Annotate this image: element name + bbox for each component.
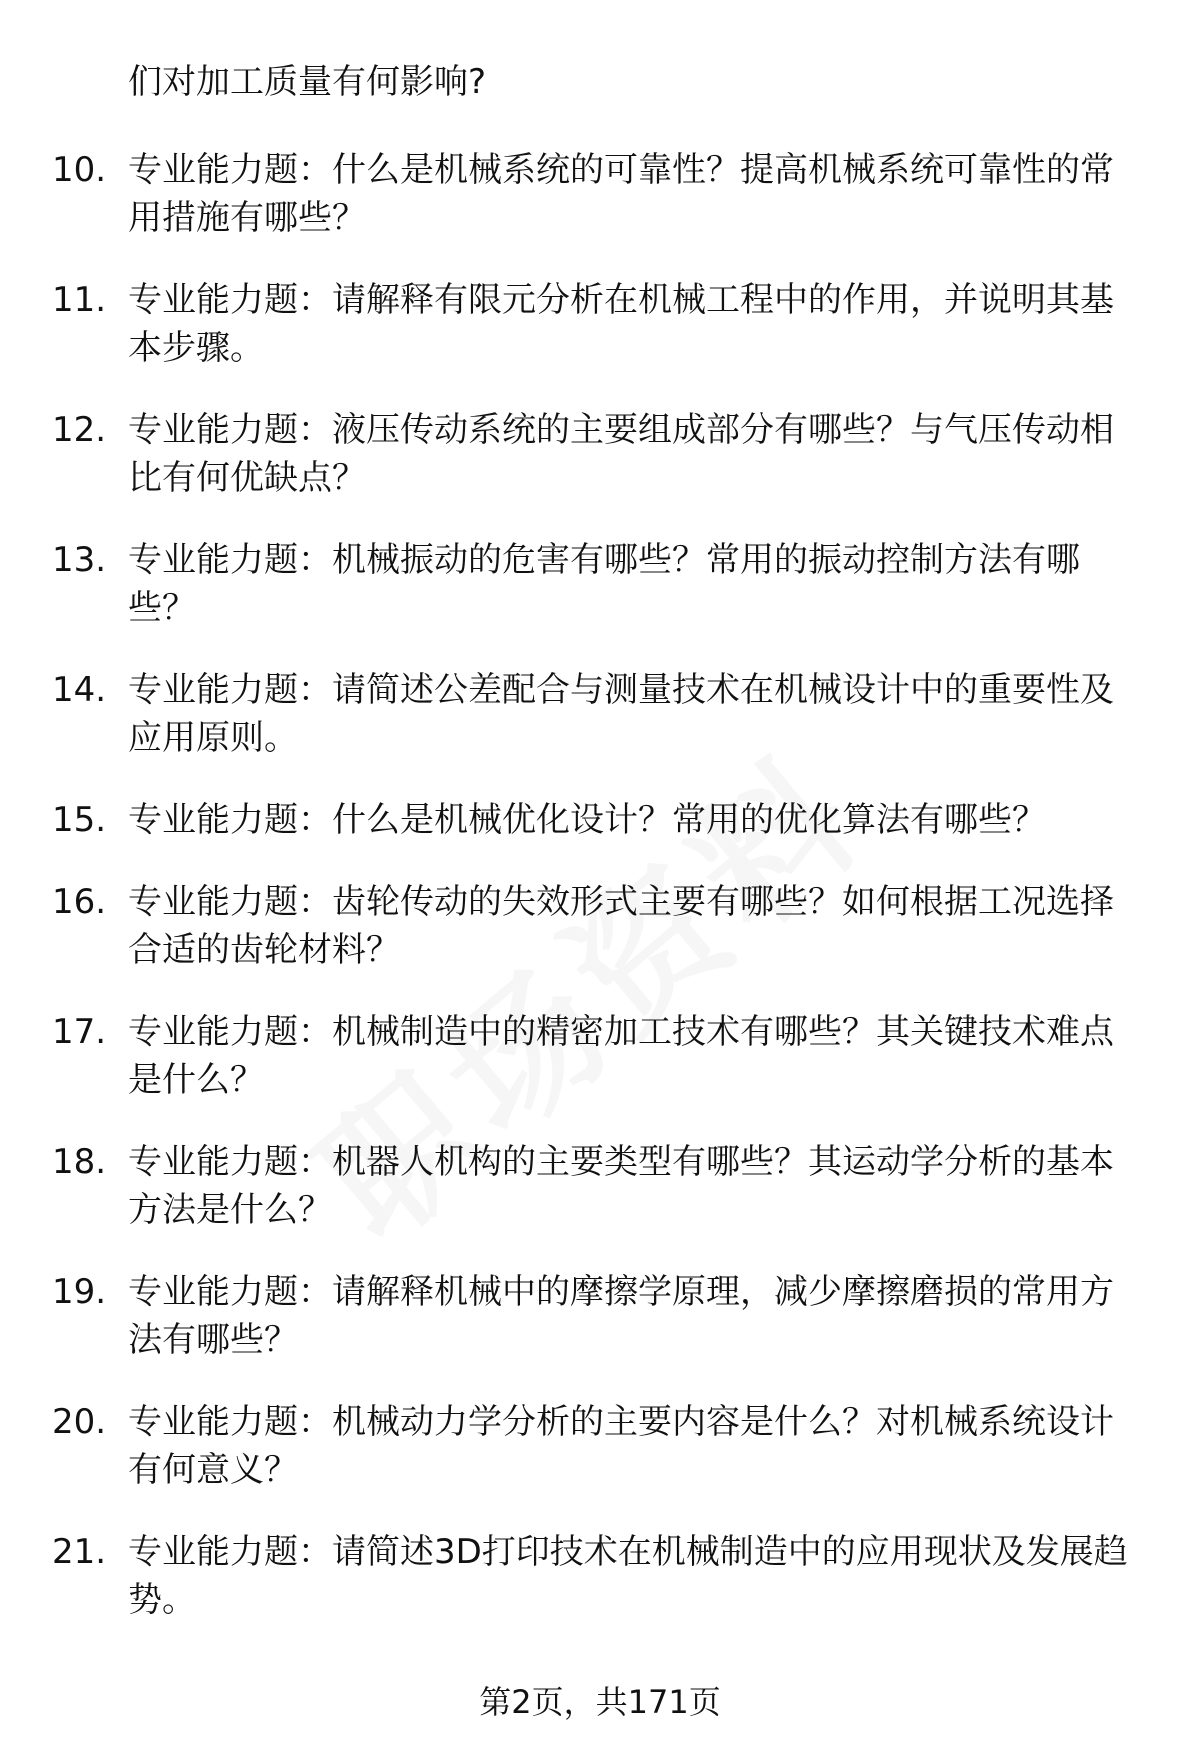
item-number: 10. xyxy=(52,150,107,190)
item-number: 18. xyxy=(52,1142,107,1182)
item-number: 16. xyxy=(52,882,107,922)
question-text: 专业能力题：什么是机械优化设计？常用的优化算法有哪些？ xyxy=(128,800,1046,840)
list-item xyxy=(0,276,1138,372)
list-item xyxy=(0,406,1138,502)
question-text: 专业能力题：请解释有限元分析在机械工程中的作用，并说明其基本步骤。 xyxy=(128,280,1114,368)
page-footer: 第2页，共171页 xyxy=(479,1683,721,1721)
continued-text: 们对加工质量有何影响? xyxy=(128,62,487,102)
question-list xyxy=(0,146,1200,1658)
item-number: 11. xyxy=(52,280,107,320)
list-item xyxy=(0,1398,1138,1494)
list-item xyxy=(0,1268,1138,1364)
question-text: 专业能力题：请简述3D打印技术在机械制造中的应用现状及发展趋势。 xyxy=(128,1532,1128,1620)
item-number: 19. xyxy=(52,1272,107,1312)
list-item xyxy=(0,1008,1138,1104)
list-item xyxy=(0,1528,1138,1624)
question-text: 专业能力题：机械振动的危害有哪些？常用的振动控制方法有哪些？ xyxy=(128,540,1080,628)
question-text: 专业能力题：请解释机械中的摩擦学原理，减少摩擦磨损的常用方法有哪些？ xyxy=(128,1272,1114,1360)
item-number: 17. xyxy=(52,1012,107,1052)
list-item xyxy=(0,536,1138,632)
question-text: 专业能力题：机械动力学分析的主要内容是什么？对机械系统设计有何意义？ xyxy=(128,1402,1114,1490)
list-item xyxy=(0,796,1138,844)
list-item xyxy=(0,146,1138,242)
question-text: 专业能力题：什么是机械系统的可靠性？提高机械系统可靠性的常用措施有哪些？ xyxy=(128,150,1114,238)
question-text: 专业能力题：齿轮传动的失效形式主要有哪些？如何根据工况选择合适的齿轮材料？ xyxy=(128,882,1114,970)
item-number: 14. xyxy=(52,670,107,710)
list-item xyxy=(0,878,1138,974)
list-item xyxy=(0,666,1138,762)
question-text: 专业能力题：机械制造中的精密加工技术有哪些？其关键技术难点是什么？ xyxy=(128,1012,1114,1100)
item-number: 15. xyxy=(52,800,107,840)
question-text: 专业能力题：请简述公差配合与测量技术在机械设计中的重要性及应用原则。 xyxy=(128,670,1114,758)
question-text: 专业能力题：液压传动系统的主要组成部分有哪些？与气压传动相比有何优缺点？ xyxy=(128,410,1114,498)
question-text: 专业能力题：机器人机构的主要类型有哪些？其运动学分析的基本方法是什么？ xyxy=(128,1142,1114,1230)
item-number: 12. xyxy=(52,410,107,450)
item-number: 21. xyxy=(52,1532,107,1572)
item-number: 13. xyxy=(52,540,107,580)
item-number: 20. xyxy=(52,1402,107,1442)
list-item xyxy=(0,1138,1138,1234)
